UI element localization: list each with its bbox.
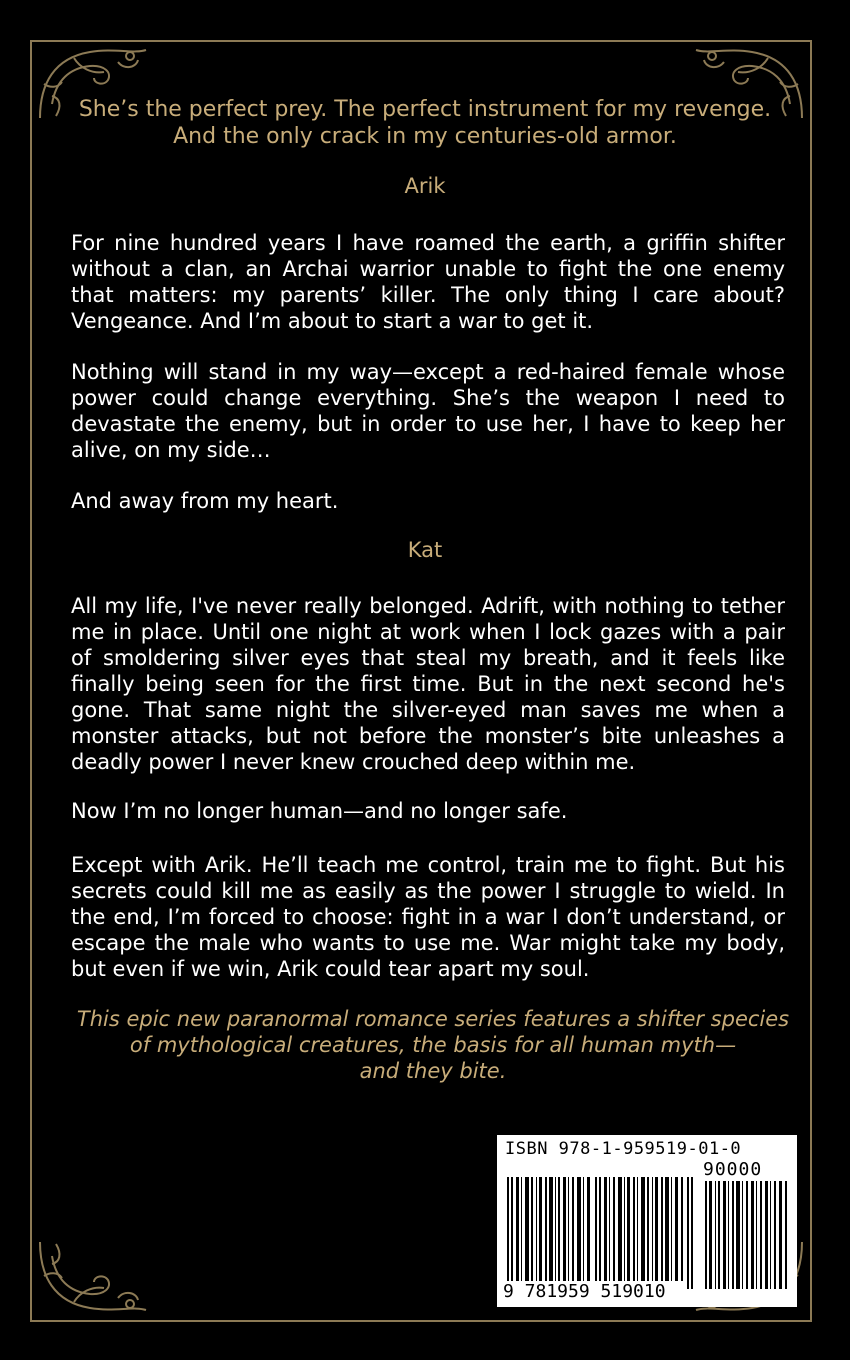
closing-line-3: and they bite. [359, 1059, 507, 1083]
barcode-addon-bars [705, 1181, 791, 1289]
tagline-line-2: And the only crack in my centuries-old armor. [173, 124, 677, 149]
kat-paragraph-2: Now I’m no longer human—and no longer safe. [71, 799, 568, 823]
kat-heading: Kat [407, 538, 443, 562]
kat-paragraph-3: Except with Arik. He’ll teach me control, train me to fight. But his secrets could kill me as easily as the power I struggle to wield. In the end, I’m forced to choose: fight in a war I don’t understand, or escape the male who wants to use me. War might take my body, but even if we win, Arik could tear apart my soul. [71, 853, 785, 981]
kat-paragraph-1: All my life, I've never really belonged. Adrift, with nothing to tether me in place. Until one night at work when I lock gazes with a pair of smoldering silver eyes that steal my breath, and it feels like finally being seen for the first time. But in the next second he's gone. That same night the silver-eyed man saves me when a monster attacks, but not before the monster’s bite unleashes a deadly power I never knew crouched deep within me. [71, 594, 785, 774]
closing-line-1: This epic new paranormal romance series features a shifter species [76, 1007, 790, 1031]
closing-blurb [60, 1006, 806, 1084]
isbn-barcode [497, 1135, 797, 1307]
tagline [60, 96, 790, 150]
isbn-label: ISBN 978-1-959519-01-0 [505, 1139, 742, 1159]
arik-heading: Arik [404, 174, 446, 198]
arik-paragraph-2: Nothing will stand in my way—except a red-haired female whose power could change everything. She’s the weapon I need to devastate the enemy, but in order to use her, I have to keep her alive, on my side… [71, 360, 785, 462]
corner-ornament-bottom-left [34, 1236, 164, 1316]
tagline-line-1: She’s the perfect prey. The perfect instrument for my revenge. [78, 97, 772, 122]
price-code: 90000 [703, 1159, 763, 1180]
closing-line-2: of mythological creatures, the basis for all human myth— [129, 1033, 737, 1057]
arik-paragraph-1: For nine hundred years I have roamed the earth, a griffin shifter without a clan, an Archai warrior unable to fight the one enemy that matters: my parents’ killer. The only thing I care about? Vengeance. And I’m about to start a war to get it. [71, 231, 785, 333]
arik-paragraph-3: And away from my heart. [71, 489, 339, 513]
ean-digits: 9 781959 519010 [503, 1281, 666, 1302]
barcode-main-bars [507, 1177, 697, 1289]
